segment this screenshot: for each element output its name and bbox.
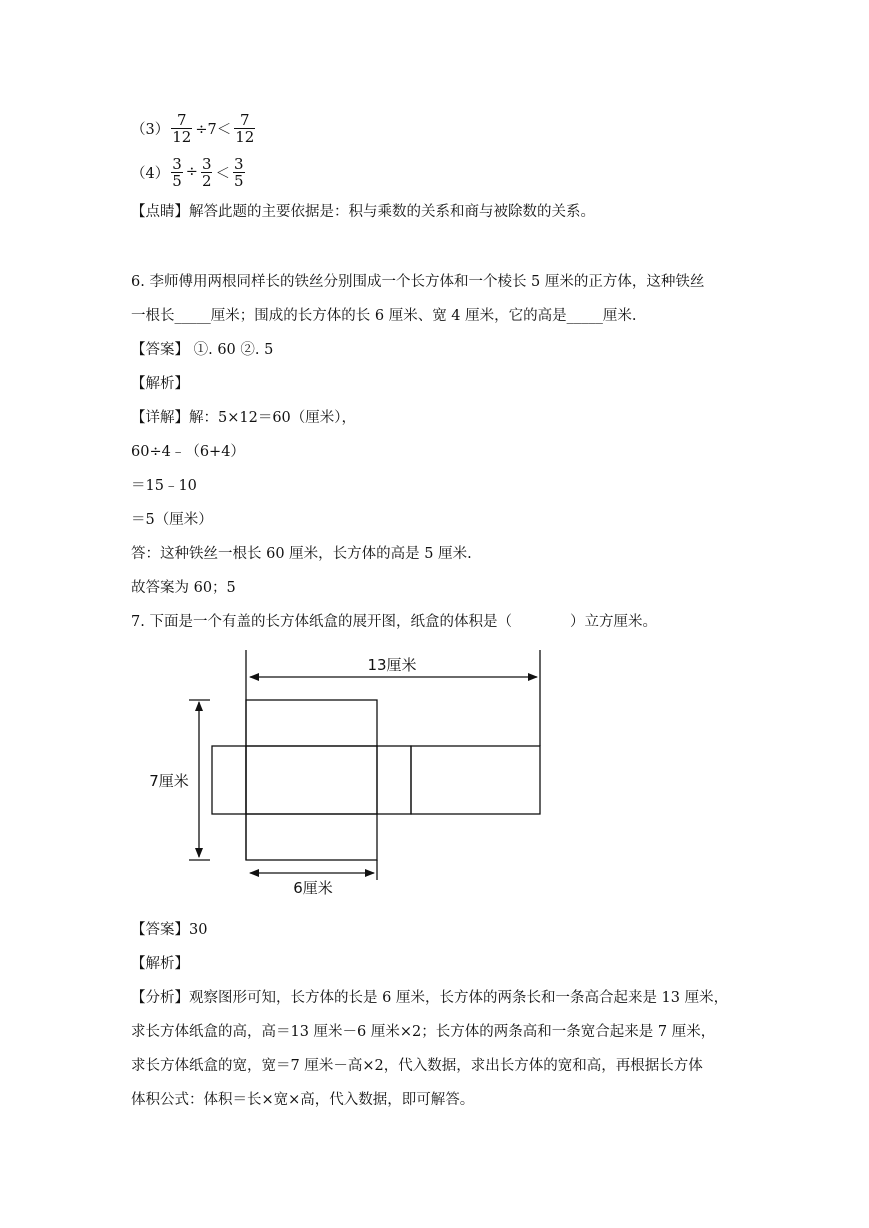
net-back-face: [411, 746, 540, 814]
q6-analysis-heading: 【解析】: [131, 376, 189, 392]
q7-analysis-line-3: 求长方体纸盒的宽，宽＝7 厘米－高×2，代入数据，求出长方体的宽和高，再根据长方体: [131, 1058, 703, 1074]
label-7cm: 7厘米: [149, 772, 189, 790]
q7-analysis-line-1: 【分析】观察图形可知，长方体的长是 6 厘米，长方体的两条长和一条高合起来是 13 厘米，: [131, 990, 729, 1006]
q6-detail-1: 【详解】解：5×12＝60（厘米），: [131, 410, 357, 426]
q6-line1: 6. 李师傅用两根同样长的铁丝分别围成一个长方体和一个棱长 5 厘米的正方体，这种铁丝: [131, 274, 705, 290]
numerator: 3: [172, 154, 182, 173]
operator: ＜: [215, 165, 230, 182]
numerator: 7: [234, 112, 255, 129]
q6-detail-4: ＝5（厘米）: [131, 512, 213, 528]
item-label: （3）: [131, 121, 170, 138]
net-front-face: [246, 746, 377, 814]
q6-detail-3: ＝15﹣10: [131, 478, 197, 494]
q7-analysis-line-4: 体积公式：体积＝长×宽×高，代入数据，即可解答。: [131, 1092, 475, 1108]
numerator: 3: [201, 154, 212, 173]
denominator: 5: [233, 171, 244, 190]
item-label: （4）: [131, 165, 170, 182]
q7-analysis-line-2: 求长方体纸盒的高，高＝13 厘米－6 厘米×2；长方体的两条高和一条宽合起来是 7 厘米，: [131, 1024, 716, 1040]
q6-line2: 一根长_____厘米；围成的长方体的长 6 厘米、宽 4 厘米，它的高是_____厘米.: [131, 308, 637, 324]
denominator: 2: [201, 171, 212, 190]
numerator: 7: [171, 112, 192, 129]
q6-conclusion: 答：这种铁丝一根长 60 厘米，长方体的高是 5 厘米.: [131, 546, 472, 562]
operator: ÷: [185, 164, 198, 180]
label-13cm: 13厘米: [367, 656, 417, 674]
q7-analysis-heading: 【解析】: [131, 956, 189, 972]
net-right-side-face: [377, 746, 411, 814]
denominator: 5: [172, 171, 182, 190]
q6-final-answer: 故答案为 60；5: [131, 580, 236, 596]
q7-question-part2: ）立方厘米。: [569, 614, 657, 630]
label-6cm: 6厘米: [293, 879, 333, 897]
net-top-face: [246, 700, 377, 746]
tip-text: 【点睛】解答此题的主要依据是：积与乘数的关系和商与被除数的关系。: [131, 204, 595, 220]
q6-answer: 【答案】 ①. 60 ②. 5: [131, 342, 274, 358]
numerator: 3: [233, 154, 244, 173]
net-bottom-face: [246, 814, 377, 860]
q7-answer: 【答案】30: [131, 922, 208, 938]
denominator: 12: [172, 127, 192, 146]
denominator: 12: [235, 127, 255, 146]
q7-question-part1: 7. 下面是一个有盖的长方体纸盒的展开图，纸盒的体积是（: [131, 614, 512, 630]
q6-detail-2: 60÷4﹣（6+4）: [131, 444, 245, 460]
net-left-side-face: [212, 746, 246, 814]
operator: ÷7＜: [195, 121, 232, 138]
